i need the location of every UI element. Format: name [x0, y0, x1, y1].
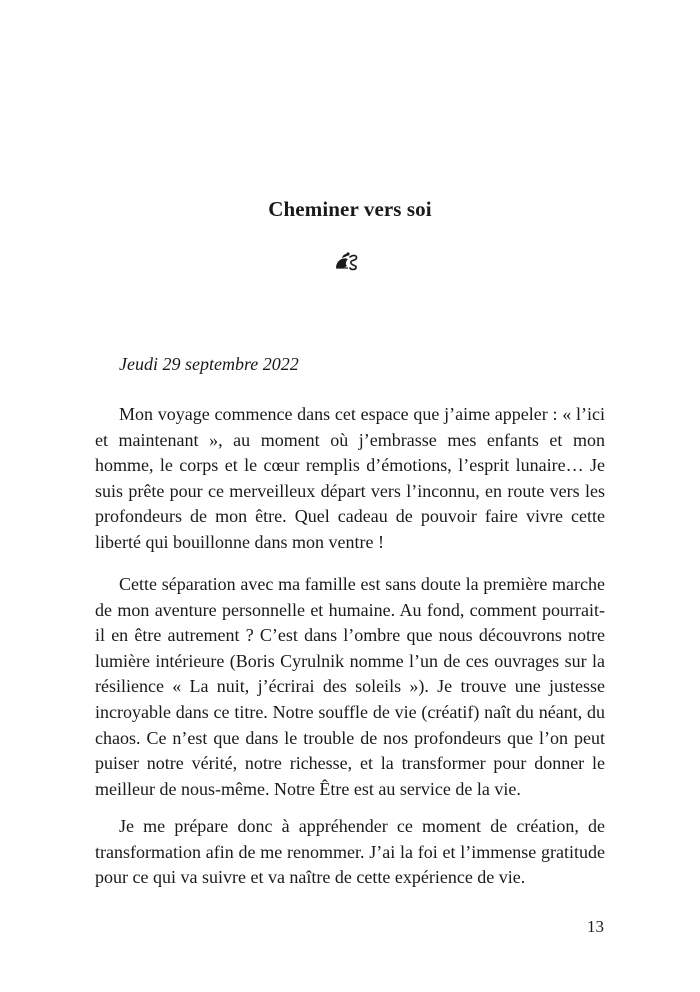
paragraph-text: Je me prépare donc à appréhender ce moment de création, de transformation afin de me renommer. J’ai la foi et l’immense gratitude pour ce qui va suivre et va naître de cette expérience de vie. — [95, 816, 605, 888]
chapter-title: Cheminer vers soi — [268, 197, 432, 221]
paragraph-text: Mon voyage commence dans cet espace que j’aime appeler : « l’ici et maintenant », au moment où j’embrasse mes enfants et mon homme, le corps et le cœur remplis d’émotions, l’esprit lunaire… Je suis prête pour ce merveilleux départ vers l’inconnu, en route vers les profondeurs de mon être. Quel cadeau de pouvoir faire vivre cette liberté qui bouillonne dans mon ventre ! — [95, 404, 605, 552]
paragraph-1 — [95, 402, 605, 556]
page-number: 13 — [587, 917, 604, 936]
fleuron-ornament-icon — [334, 250, 360, 272]
paragraph-3 — [95, 814, 605, 891]
paragraph-text: Cette séparation avec ma famille est sans doute la première marche de mon aventure personnelle et humaine. Au fond, comment pourrait-il en être autrement ? C’est dans l’ombre que nous découvrons notre lumière intérieure (Boris Cyrulnik nomme l’un de ces ouvrages sur la résilience « La nuit, j’écrirai des soleils »). Je trouve une justesse incroyable dans ce titre. Notre souffle de vie (créatif) naît du néant, du chaos. Ce n’est que dans le trouble de nos profondeurs que l’on peut puiser notre vérité, notre richesse, et la transformer pour donner le meilleur de nous-même. Notre Être est au service de la vie. — [95, 574, 605, 799]
paragraph-2 — [95, 572, 605, 802]
entry-date: Jeudi 29 septembre 2022 — [119, 354, 299, 374]
